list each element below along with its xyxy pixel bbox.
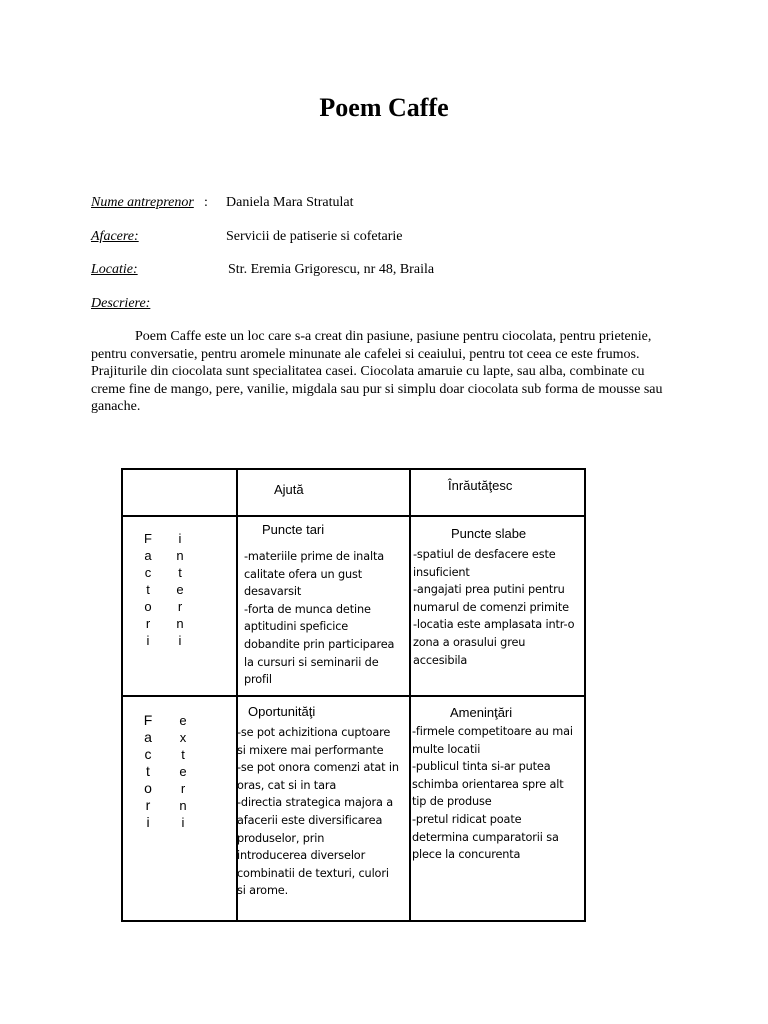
weaknesses-text: -spatiul de desfacere este insuficient -angajati prea putini pentru numarul de comenzi primite -locatia este amplasata intr-o zona a orasului greu accesibila xyxy=(413,548,575,667)
opportunities-text: -se pot achizitiona cuptoare si mixere mai performante -se pot onora comenzi atat in oras, cat si in tara -directia strategica majora a afacerii este diversificarea produselor, prin introducerea diverselor combinatii de texturi, culori si arome. xyxy=(237,726,399,898)
description-label: Descriere: xyxy=(91,296,151,311)
owner-label: Nume antreprenor xyxy=(91,195,194,210)
row-label-internal-factori xyxy=(141,530,155,649)
opportunities-title: Oportunităţi xyxy=(248,704,316,719)
column-header-helps: Ajută xyxy=(274,482,304,497)
owner-value: Daniela Mara Stratulat xyxy=(226,195,354,210)
owner-colon: : xyxy=(204,195,208,210)
vertical-letter: i xyxy=(178,633,182,648)
vertical-letter: t xyxy=(146,582,150,597)
business-label: Afacere: xyxy=(91,229,139,244)
row-label-internal-interni xyxy=(173,530,187,649)
vertical-letter: F xyxy=(143,712,153,728)
vertical-letter: e xyxy=(176,582,184,597)
vertical-letter: n xyxy=(176,548,184,563)
vertical-letter: o xyxy=(144,780,152,796)
vertical-letter: t xyxy=(181,747,185,762)
vertical-letter: r xyxy=(145,616,151,631)
vertical-letter: n xyxy=(176,616,184,631)
table-divider xyxy=(123,515,584,517)
vertical-letter: i xyxy=(178,531,182,546)
vertical-letter: i xyxy=(146,814,150,830)
weaknesses-title: Puncte slabe xyxy=(451,526,527,541)
vertical-letter: F xyxy=(144,531,152,546)
threats-title: Ameninţări xyxy=(450,705,513,720)
location-value: Str. Eremia Grigorescu, nr 48, Braila xyxy=(228,262,435,277)
vertical-letter: i xyxy=(146,633,150,648)
vertical-letter: i xyxy=(181,815,185,830)
vertical-letter: e xyxy=(179,713,187,728)
vertical-letter: r xyxy=(177,599,183,614)
vertical-letter: t xyxy=(178,565,182,580)
table-divider xyxy=(123,695,584,697)
vertical-letter: r xyxy=(145,797,151,813)
location-label: Locatie: xyxy=(91,262,138,277)
business-value: Servicii de patiserie si cofetarie xyxy=(226,229,403,244)
strengths-text: -materiile prime de inalta calitate ofera un gust desavarsit -forta de munca detine aptitudini speficice dobandite prin participarea la cursuri si seminarii de profil xyxy=(244,550,395,687)
vertical-letter: x xyxy=(179,730,187,745)
vertical-letter: r xyxy=(180,781,186,796)
row-label-external-factori xyxy=(141,712,155,831)
page-title: Poem Caffe xyxy=(319,93,449,122)
strengths-title: Puncte tari xyxy=(262,522,325,537)
threats-text: -firmele competitoare au mai multe locatii -publicul tinta si-ar putea schimba orientarea spre alt tip de produse -pretul ridicat poate determina cumparatorii sa plece la concurenta xyxy=(412,725,573,862)
vertical-letter: c xyxy=(144,746,152,762)
row-label-external-externi xyxy=(176,712,190,831)
vertical-letter: a xyxy=(144,548,152,563)
vertical-letter: t xyxy=(146,763,150,779)
swot-table xyxy=(121,468,586,922)
vertical-letter: e xyxy=(179,764,187,779)
vertical-letter: c xyxy=(144,565,152,580)
description-paragraph: Poem Caffe este un loc care s-a creat din pasiune, pasiune pentru ciocolata, pentru prietenie, pentru conversatie, pentru aromele minunate ale cafelei si ceaiului, pentru tot ceea ce este frumos. Prajiturile din ciocolata sunt specialitatea casei. Ciocolata amaruie cu lapte, sau alba, combinate cu creme fine de mango, pere, vanilie, migdala sau pur si simplu doar ciocolata sub forma de mousse sau ganache. xyxy=(91,329,663,414)
vertical-letter: n xyxy=(179,798,187,813)
vertical-letter: o xyxy=(144,599,152,614)
vertical-letter: a xyxy=(144,729,152,745)
column-header-hurts: Înrăutăţesc xyxy=(448,478,513,493)
